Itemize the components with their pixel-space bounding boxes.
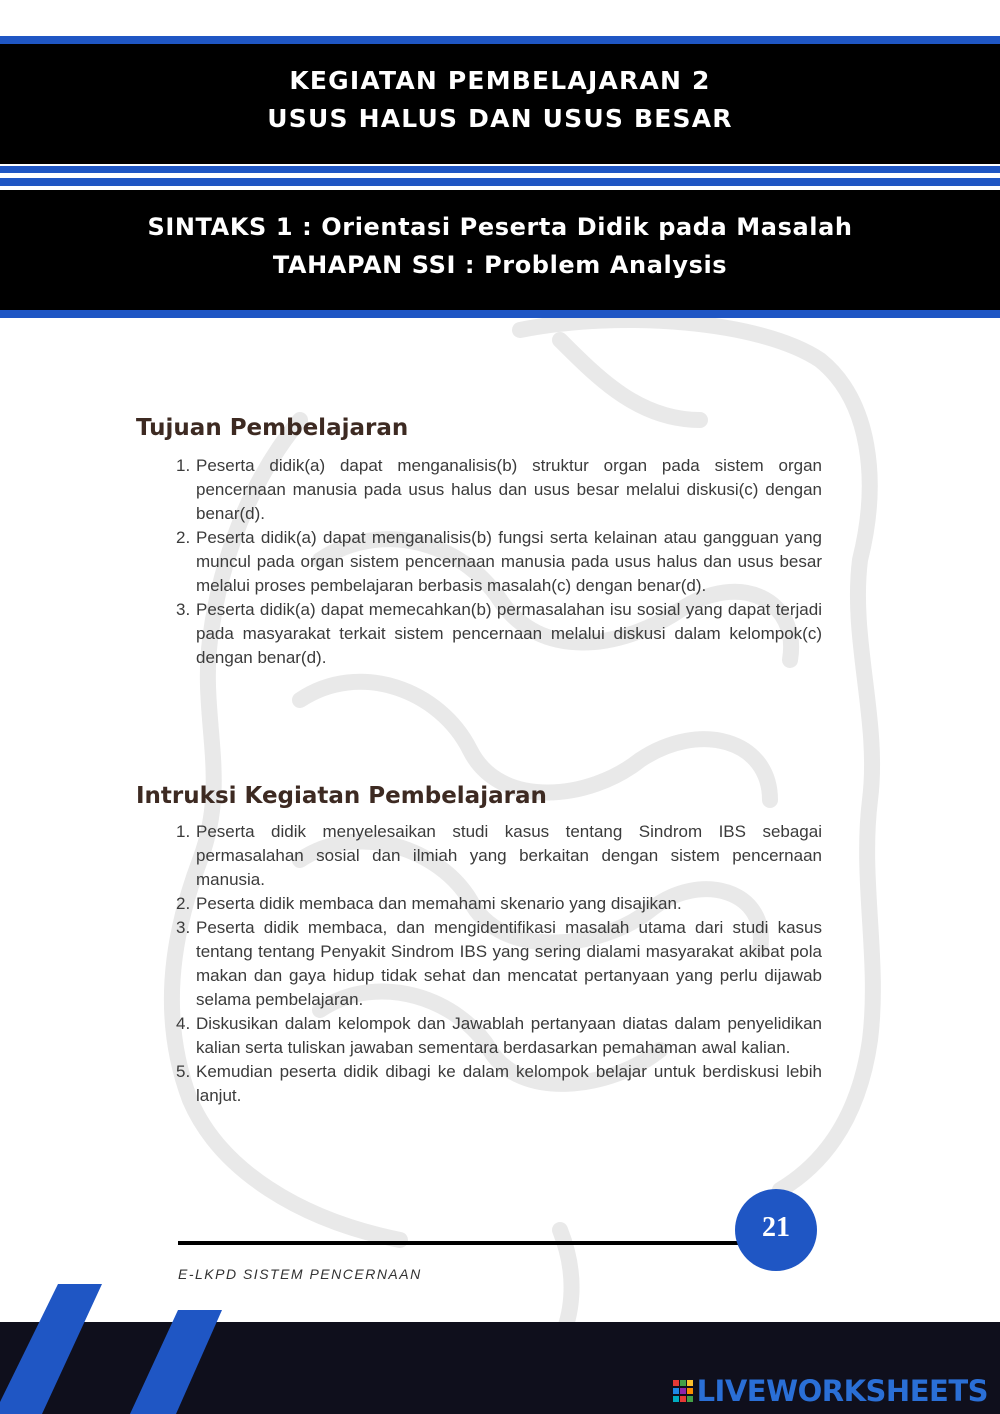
list-item	[176, 1060, 822, 1108]
instructions-list	[176, 820, 822, 1108]
list-item-text: Peserta didik(a) dapat memecahkan(b) permasalahan isu sosial yang dapat terjadi pada masyarakat terkait sistem pencernaan melalui diskusi dalam kelompok(c) dengan benar(d).	[196, 600, 822, 667]
list-item-text: Peserta didik membaca, dan mengidentifikasi masalah utama dari studi kasus tentang tentang Penyakit Sindrom IBS yang sering dialami masyarakat akibat pola makan dan gaya hidup tidak sehat dan mencatat pertanyaan yang perlu dijawab selama pembelajaran.	[196, 918, 822, 1009]
list-number: 2.	[176, 528, 191, 547]
footer-rule	[178, 1241, 748, 1245]
list-item	[176, 526, 822, 598]
ssi-stage-title: TAHAPAN SSI : Problem Analysis	[272, 251, 728, 279]
objectives-list	[176, 454, 822, 670]
list-item-text: Kemudian peserta didik dibagi ke dalam kelompok belajar untuk berdiskusi lebih lanjut.	[196, 1062, 822, 1105]
list-item	[176, 1012, 822, 1060]
list-item	[176, 820, 822, 892]
top-accent-line	[0, 36, 1000, 44]
syntax-banner	[0, 190, 1000, 310]
syntax-title: SINTAKS 1 : Orientasi Peserta Didik pada Masalah	[147, 213, 853, 241]
list-number: 4.	[176, 1014, 191, 1033]
diagonal-stripes-decoration	[0, 1284, 230, 1414]
liveworksheets-logo-icon	[673, 1380, 693, 1402]
divider-accent-line-2	[0, 178, 1000, 186]
divider-accent-line	[0, 166, 1000, 173]
list-item-text: Diskusikan dalam kelompok dan Jawablah pertanyaan diatas dalam penyelidikan kalian serta tuliskan jawaban sementara berdasarkan pemahaman awal kalian.	[196, 1014, 822, 1057]
list-item	[176, 598, 822, 670]
objectives-heading: Tujuan Pembelajaran	[136, 415, 409, 441]
liveworksheets-brand-text: LIVEWORKSHEETS	[696, 1374, 988, 1408]
banner-bottom-accent-line	[0, 310, 1000, 318]
list-number: 2.	[176, 894, 191, 913]
list-number: 5.	[176, 1062, 191, 1081]
list-item-text: Peserta didik(a) dapat menganalisis(b) struktur organ pada sistem organ pencernaan manusia pada usus halus dan usus besar melalui diskusi(c) dengan benar(d).	[196, 456, 822, 523]
liveworksheets-watermark	[673, 1374, 988, 1408]
list-item-text: Peserta didik(a) dapat menganalisis(b) fungsi serta kelainan atau gangguan yang muncul pada organ sistem pencernaan manusia pada usus halus dan usus besar melalui proses pembelajaran berbasis masalah(c) dengan benar(d).	[196, 528, 822, 595]
list-item	[176, 454, 822, 526]
list-item-text: Peserta didik membaca dan memahami skenario yang disajikan.	[196, 894, 682, 913]
footer-label: E-LKPD SISTEM PENCERNAAN	[178, 1266, 422, 1282]
instructions-heading: Intruksi Kegiatan Pembelajaran	[136, 783, 547, 809]
activity-subtitle: USUS HALUS DAN USUS BESAR	[267, 104, 733, 133]
list-item	[176, 916, 822, 1012]
list-number: 1.	[176, 456, 191, 475]
list-number: 1.	[176, 822, 191, 841]
list-item	[176, 892, 822, 916]
list-number: 3.	[176, 600, 191, 619]
list-item-text: Peserta didik menyelesaikan studi kasus tentang Sindrom IBS sebagai permasalahan sosial dan ilmiah yang berkaitan dengan sistem pencernaan manusia.	[196, 822, 822, 889]
activity-title: KEGIATAN PEMBELAJARAN 2	[289, 66, 711, 95]
list-number: 3.	[176, 918, 191, 937]
page-number-badge: 21	[735, 1189, 817, 1271]
activity-title-banner	[0, 44, 1000, 164]
